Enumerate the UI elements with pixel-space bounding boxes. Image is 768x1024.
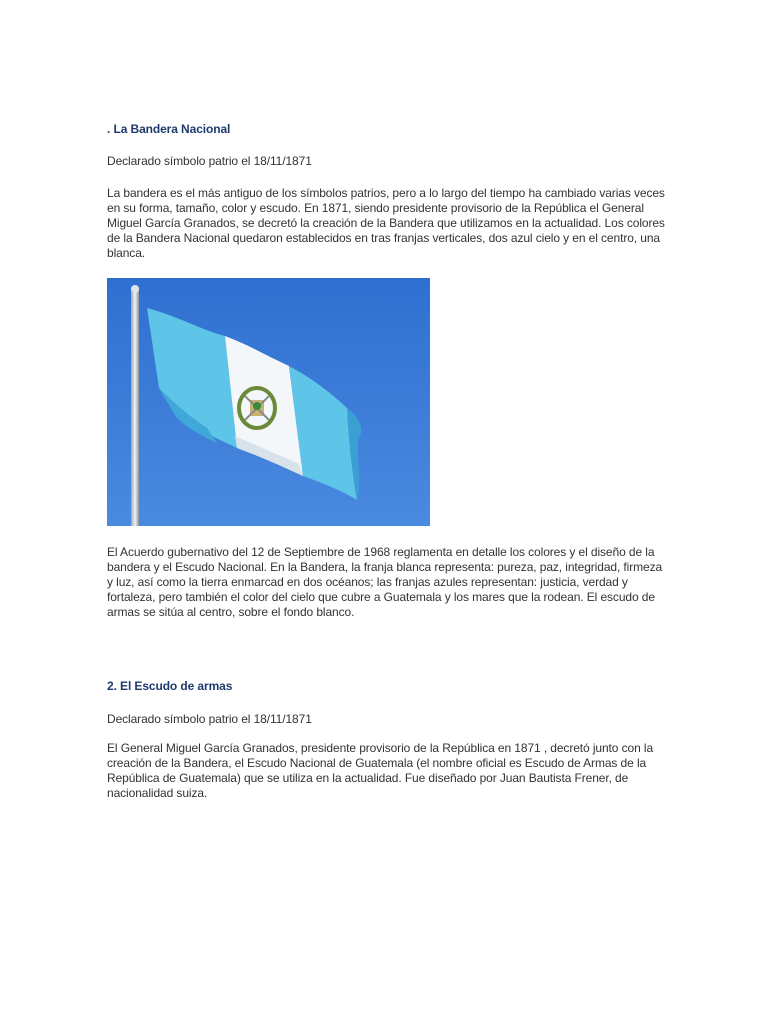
coat-of-arms-declared-date: Declarado símbolo patrio el 18/11/1871 <box>107 712 312 726</box>
section-heading-coat-of-arms: 2. El Escudo de armas <box>107 679 233 693</box>
flag-declared-date: Declarado símbolo patrio el 18/11/1871 <box>107 154 312 168</box>
flag-photo <box>107 278 430 526</box>
guatemala-flag-image <box>107 278 430 526</box>
coat-of-arms-paragraph: El General Miguel García Granados, presidente provisorio de la República en 1871 , decretó junto con la creación de la Bandera, el Escudo Nacional de Guatemala (el nombre oficial es Escudo de Armas de la República de Guatemala) que se utiliza en la actualidad. Fue diseñado por Juan Bautista Frener, de nacionalidad suiza. <box>107 741 654 800</box>
flag-paragraph-history: La bandera es el más antiguo de los símbolos patrios, pero a lo largo del tiempo ha cambiado varias veces en su forma, tamaño, color y escudo. En 1871, siendo presidente provisorio de la República el General Miguel García Granados, se decretó la creación de la Bandera que utilizamos en la actualidad. Los colores de la Bandera Nacional quedaron establecidos en tras franjas verticales, dos azul cielo y en el centro, una blanca. <box>107 186 665 260</box>
section-heading-flag: . La Bandera Nacional <box>107 122 231 136</box>
flag-paragraph-meaning: El Acuerdo gubernativo del 12 de Septiembre de 1968 reglamenta en detalle los colores y el diseño de la bandera y el Escudo Nacional. En la Bandera, la franja blanca representa: pureza, paz, integridad, firmeza y luz, así como la tierra enmarcad en dos océanos; las franjas azules representan: justicia, verdad y fortaleza, pero también el color del cielo que cubre a Guatemala y los mares que la rodean. El escudo de armas se sitúa al centro, sobre el fondo blanco. <box>107 545 663 619</box>
